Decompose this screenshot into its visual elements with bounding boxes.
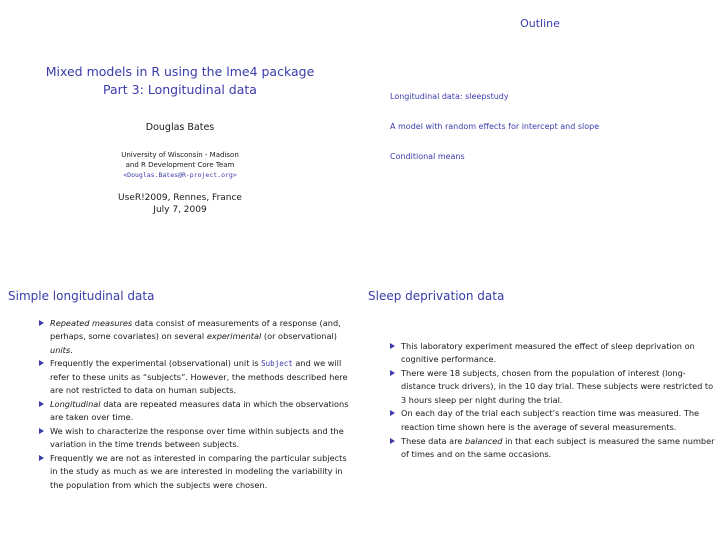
bullet-triangle-icon	[39, 428, 44, 434]
affiliation	[0, 150, 360, 180]
bullet-triangle-icon	[390, 438, 395, 444]
bullet-text: We wish to characterize the response over time within subjects and the variation in the time trends between subjects.	[50, 425, 344, 450]
affiliation-line-1: University of Wisconsin - Madison	[121, 151, 239, 159]
bullet-text: There were 18 subjects, chosen from the population of interest (long-distance truck drivers), in the 10 day trial. These subjects were restricted to 3 hours sleep per night during the trial.	[401, 368, 714, 405]
bullet-text: .	[70, 344, 73, 355]
bullet-list	[37, 317, 355, 492]
bullet-triangle-icon	[390, 343, 395, 349]
outline-slide	[360, 0, 720, 278]
bullet-text: data are repeated measures data in which the observations are taken over time.	[50, 398, 349, 423]
simple-longitudinal-data-slide	[0, 279, 360, 557]
event-line-1: UseR!2009, Rennes, France	[118, 193, 242, 203]
list-item	[388, 407, 718, 434]
list-item	[37, 357, 355, 397]
presentation-title	[0, 63, 360, 99]
emphasis-text: experimental	[206, 331, 262, 342]
author-email: <Douglas.Bates@R-project.org>	[123, 171, 237, 179]
emphasis-text: Repeated measures	[50, 318, 133, 328]
bullet-triangle-icon	[390, 370, 395, 376]
author-name: Douglas Bates	[145, 122, 215, 133]
affiliation-line-2: and R Development Core Team	[125, 161, 235, 169]
event-line-2: July 7, 2009	[153, 205, 207, 215]
bullet-text: in that each subject is measured the same number of times and on the same occasions.	[401, 435, 715, 459]
list-item	[37, 425, 355, 452]
title-slide	[0, 0, 360, 278]
outline-item-longitudinal-data[interactable]: Longitudinal data: sleepstudy	[390, 92, 509, 101]
outline-item-random-effects-model[interactable]: A model with random effects for intercept and slope	[390, 122, 600, 131]
bullet-text: Frequently the experimental (observational) unit is	[50, 358, 262, 369]
title-line-2: Part 3: Longitudinal data	[103, 82, 257, 97]
bullet-triangle-icon	[39, 360, 44, 366]
emphasis-text: units	[50, 344, 71, 355]
bullet-text: These data are	[401, 435, 466, 446]
bullet-triangle-icon	[39, 401, 44, 407]
outline-title: Outline	[520, 17, 560, 30]
bullet-text: This laboratory experiment measured the effect of sleep deprivation on cognitive performance.	[401, 341, 695, 365]
bullet-text: and we will refer to these units as “subjects”. However, the methods described here are not restricted to data on human subjects.	[50, 358, 348, 395]
bullet-triangle-icon	[390, 410, 395, 416]
list-item	[37, 452, 355, 492]
bullet-text: On each day of the trial each subject’s reaction time was measured. The reaction time shown here is the average of several measurements.	[401, 408, 700, 432]
title-line-1: Mixed models in R using the lme4 package	[45, 64, 315, 79]
bullet-text: data consist of measurements of a response (and, perhaps, some covariates) on several	[50, 318, 341, 342]
bullet-list	[388, 340, 718, 462]
list-item	[37, 317, 355, 357]
emphasis-text: balanced	[465, 435, 503, 446]
list-item	[388, 367, 718, 407]
bullet-text: Frequently we are not as interested in comparing the particular subjects in the study as much as we are interested in modeling the variability in the population from which the subjects were chosen.	[50, 452, 347, 490]
bullet-text: (or observational)	[261, 331, 337, 342]
list-item	[37, 398, 355, 425]
list-item	[388, 340, 718, 367]
frame-title: Simple longitudinal data	[8, 289, 155, 303]
bullet-triangle-icon	[39, 455, 44, 461]
emphasis-text: Longitudinal	[50, 398, 101, 409]
sleep-deprivation-slide	[360, 279, 720, 557]
event-info	[0, 192, 360, 216]
list-item	[388, 435, 718, 462]
outline-item-conditional-means[interactable]: Conditional means	[390, 152, 465, 161]
code-text: Subject	[261, 359, 293, 369]
bullet-triangle-icon	[39, 320, 44, 326]
frame-title: Sleep deprivation data	[368, 289, 505, 303]
